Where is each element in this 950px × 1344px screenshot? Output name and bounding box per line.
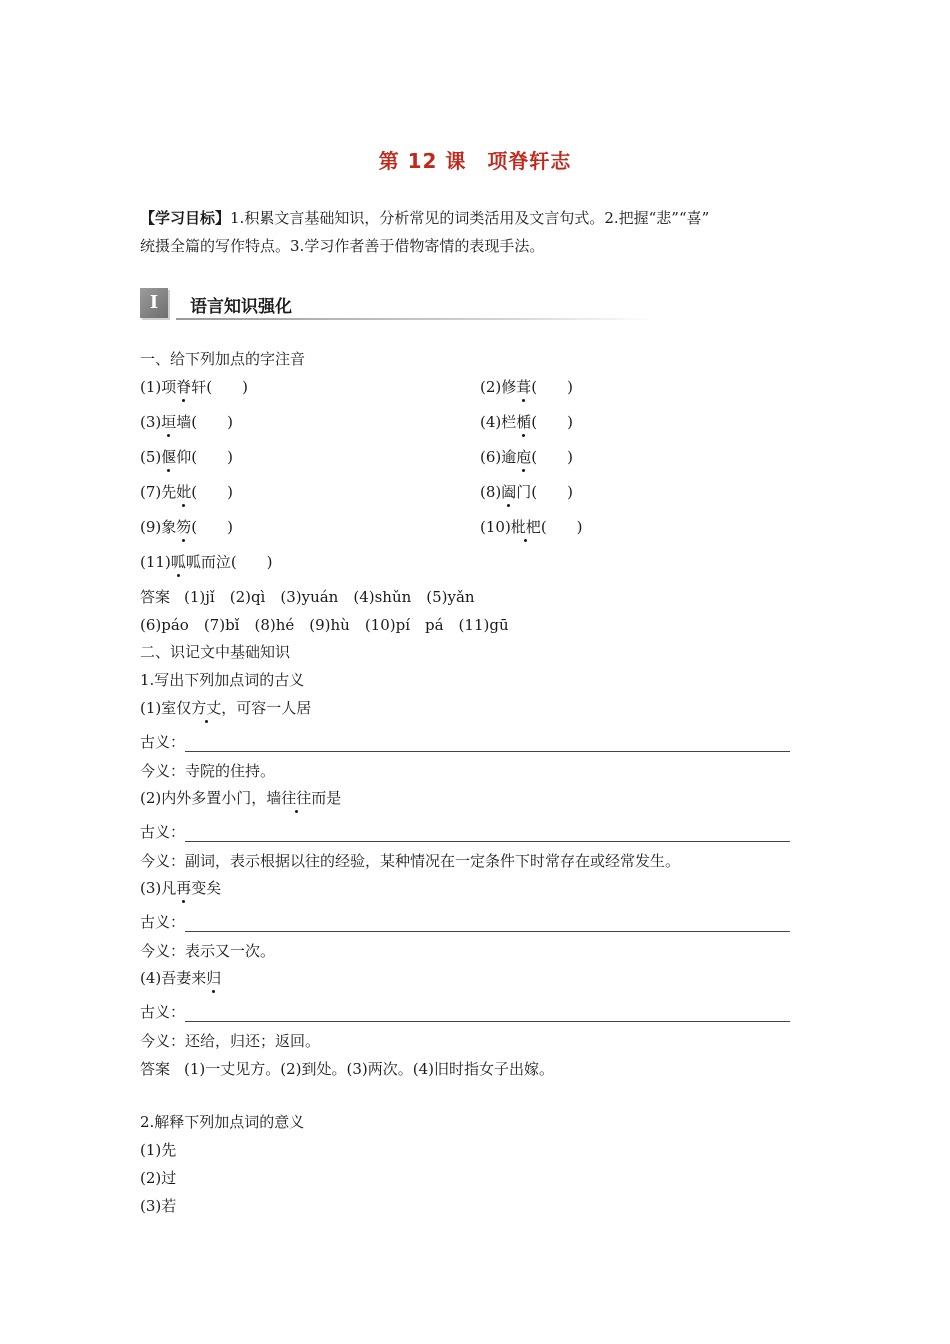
part2-answer: 答案 (1)一丈见方。(2)到处。(3)两次。(4)旧时指女子出嫁。 — [140, 1060, 555, 1078]
part1-heading: 一、给下列加点的字注音 — [140, 350, 306, 368]
question-3: (3)凡再变矣 — [140, 879, 222, 897]
question-4: (4)吾妻来归 — [140, 969, 222, 987]
jin-yi-2: 今义：副词，表示根据以往的经验，某种情况在一定条件下时常存在或经常发生。 — [140, 852, 681, 870]
list-item: (11)呱呱而泣( ) — [140, 553, 273, 571]
section-rule — [176, 318, 656, 320]
answer-blank[interactable] — [185, 1005, 790, 1022]
part1-answer-1: 答案 (1)jǐ (2)qì (3)yuán (4)shǔn (5)yǎn — [140, 588, 475, 606]
list-item: (7)先妣( ) — [140, 483, 233, 501]
answer-line: 古义： — [140, 1001, 790, 1022]
list-item: (3)若 — [140, 1197, 177, 1215]
part2-sub1: 1.写出下列加点词的古义 — [140, 671, 305, 689]
goals-heading: 【学习目标】 — [140, 209, 231, 227]
list-item: (2)修葺( ) — [480, 378, 573, 396]
list-item: (1)项脊轩( ) — [140, 378, 248, 396]
answer-line: 古义： — [140, 821, 790, 842]
goals-line-1: 【学习目标】1.积累文言基础知识，分析常见的词类活用及文言句式。2.把握“悲”“喜” — [140, 209, 710, 227]
answer-blank[interactable] — [185, 825, 790, 842]
list-item: (8)阖门( ) — [480, 483, 573, 501]
list-item: (6)逾庖( ) — [480, 448, 573, 466]
list-item: (3)垣墙( ) — [140, 413, 233, 431]
list-item: (4)栏楯( ) — [480, 413, 573, 431]
section-header — [140, 288, 820, 322]
section-badge: I — [140, 288, 168, 318]
question-1: (1)室仅方丈，可容一人居 — [140, 699, 312, 717]
answer-blank[interactable] — [185, 915, 790, 932]
goals-line-2: 统摄全篇的写作特点。3.学习作者善于借物寄情的表现手法。 — [140, 237, 545, 255]
answer-line: 古义： — [140, 731, 790, 752]
list-item: (5)偃仰( ) — [140, 448, 233, 466]
answer-blank[interactable] — [185, 735, 790, 752]
jin-yi-4: 今义：还给，归还；返回。 — [140, 1032, 321, 1050]
list-item: (10)枇杷( ) — [480, 518, 583, 536]
learning-goals — [140, 204, 812, 260]
list-item: (2)过 — [140, 1169, 177, 1187]
list-item: (1)先 — [140, 1141, 177, 1159]
answer-line: 古义： — [140, 911, 790, 932]
page-title: 第 12 课 项脊轩志 — [378, 149, 572, 173]
section-label: 语言知识强化 — [190, 297, 292, 317]
part2-sub2: 2.解释下列加点词的意义 — [140, 1113, 305, 1131]
part1-answer-2: (6)páo (7)bǐ (8)hé (9)hù (10)pí pá (11)gū — [140, 616, 509, 634]
part2-heading: 二、识记文中基础知识 — [140, 643, 291, 661]
question-2: (2)内外多置小门，墙往往而是 — [140, 789, 342, 807]
jin-yi-1: 今义：寺院的住持。 — [140, 762, 276, 780]
jin-yi-3: 今义：表示又一次。 — [140, 942, 276, 960]
list-item: (9)象笏( ) — [140, 518, 233, 536]
